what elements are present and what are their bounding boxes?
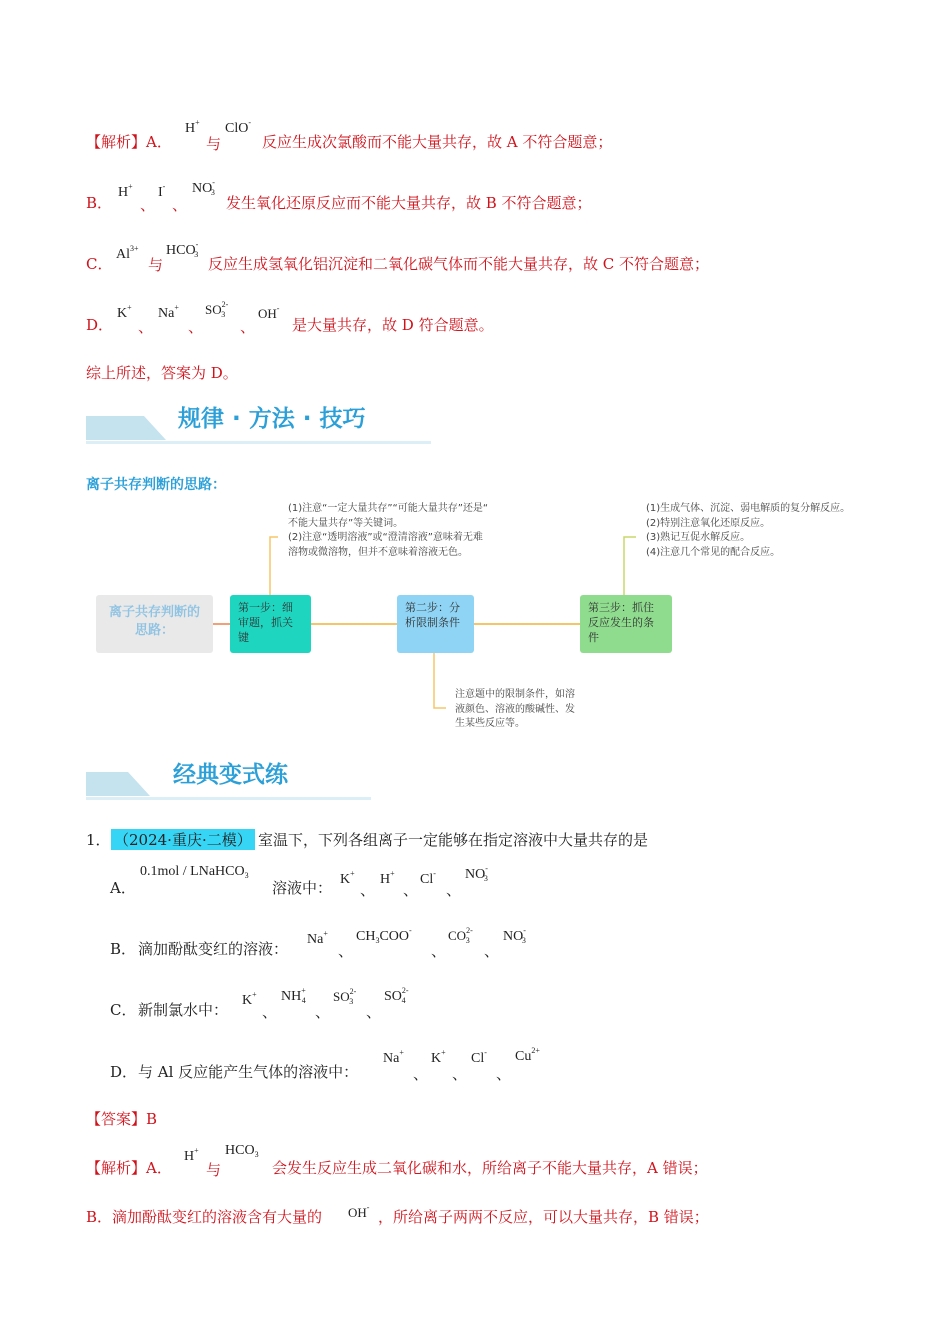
- note-step3: (1)生成气体、沉淀、弱电解质的复分解反应。 (2)特别注意氧化还原反应。 (3)熟记互促水解反应。 (4)注意几个常见的配合反应。: [646, 503, 851, 558]
- ion-na-plus: Na+: [383, 1048, 404, 1066]
- question-number: 1．: [86, 831, 111, 849]
- ion-nh4-plus: $NH^+_4$: [281, 986, 306, 1005]
- ion-na-plus: Na+: [158, 303, 179, 321]
- ion-ch3coo-minus: $CH_3COO^-$: [356, 926, 412, 945]
- ion-oh-minus: OH-: [258, 304, 280, 321]
- ion-hco3-minus: $HCO^-_3$: [166, 240, 199, 259]
- exp-c-prefix: C．: [86, 255, 113, 273]
- ans-exp-a-prefix: 【解析】A．: [86, 1159, 172, 1177]
- step2-node: 第二步：分析限制条件: [397, 595, 474, 653]
- ion-k-plus: K+: [340, 869, 355, 887]
- ans-exp-b-prefix: B．滴加酚酞变红的溶液含有大量的: [86, 1208, 323, 1226]
- ans-exp-b-text: ，所给离子两两不反应，可以大量共存，B 错误；: [378, 1208, 709, 1226]
- separator: 、: [172, 196, 188, 214]
- option-a-cond: 溶液中：: [272, 879, 333, 897]
- step1-node: 第一步：细审题，抓关键: [230, 595, 311, 653]
- exp-d-prefix: D．: [86, 316, 114, 334]
- concentration-text: 0.1mol / LNaHCO$_3$: [140, 864, 249, 880]
- separator: 、: [240, 318, 256, 336]
- ion-h-plus: H+: [185, 118, 200, 136]
- ion-cl-minus: Cl-: [471, 1048, 487, 1066]
- ion-no3-minus: $NO^-_3$: [503, 926, 526, 945]
- ion-so3-2minus: $SO^{2-}_3$: [333, 987, 357, 1006]
- exp-b-text: 发生氧化还原反应而不能大量共存，故 B 不符合题意；: [226, 194, 592, 212]
- ion-no3-minus: $NO^-_3$: [465, 864, 488, 883]
- root-node: 离子共存判断的思路：: [96, 595, 213, 653]
- note-step1: (1)注意“一定大量共存”“可能大量共存”还是“ 不能大量共存”等关键词。 (2)注意“透明溶液”或“澄清溶液”意味着无难 溶物或微溶物，但并不意味着溶液无色。: [288, 503, 489, 558]
- option-b-cond: 滴加酚酞变红的溶液：: [138, 940, 289, 958]
- separator: 、: [140, 196, 156, 214]
- note-step2: 注意题中的限制条件，如溶 液颜色、溶液的酸碱性、发 生某些反应等。: [455, 689, 575, 729]
- ion-oh-minus: OH-: [348, 1203, 370, 1220]
- diagram-heading: 离子共存判断的思路：: [86, 477, 226, 493]
- ion-no3-minus: $NO^-_3$: [192, 178, 215, 197]
- separator: 、: [138, 318, 154, 336]
- answer-label: 【答案】B: [86, 1110, 158, 1128]
- ion-so4-2minus: $SO^{2-}_4$: [384, 986, 409, 1005]
- ion-cu-2plus: $Cu^{2+}$: [515, 1046, 540, 1064]
- exp-d-text: 是大量共存，故 D 符合题意。: [292, 316, 494, 334]
- exp-a-text: 反应生成次氯酸而不能大量共存，故 A 不符合题意；: [262, 133, 613, 151]
- ion-k-plus: K+: [242, 990, 257, 1008]
- ion-co3-2minus: $CO^{2-}_3$: [448, 926, 473, 945]
- option-c-cond: 新制氯水中：: [138, 1001, 229, 1019]
- option-d-cond: 与 Al 反应能产生气体的溶液中：: [138, 1063, 359, 1081]
- summary-text: 综上所述，答案为 D。: [86, 364, 238, 382]
- exp-b-prefix: B．: [86, 194, 113, 212]
- ion-cl-minus: Cl-: [420, 869, 436, 887]
- ion-h-plus: H+: [380, 869, 395, 887]
- ion-na-plus: Na+: [307, 929, 328, 947]
- option-d-label: D．: [110, 1063, 138, 1081]
- option-a-label: A．: [110, 879, 136, 897]
- separator: 、: [188, 318, 204, 336]
- section-title: 经典变式练: [173, 762, 288, 788]
- ion-hco3: $HCO_3$: [225, 1143, 259, 1159]
- exp-c-text: 反应生成氢氧化铝沉淀和二氧化碳气体而不能大量共存，故 C 不符合题意；: [208, 255, 710, 273]
- exp-a-prefix: 【解析】A．: [86, 133, 172, 151]
- ion-al-3plus: $Al^{3+}$: [116, 244, 139, 262]
- section-title: 规律 · 方法 · 技巧: [178, 406, 366, 432]
- ion-h-plus: H+: [184, 1146, 199, 1164]
- ion-h-plus: H+: [118, 182, 133, 200]
- yu-text: 与: [206, 1161, 222, 1179]
- question-stem: 室温下，下列各组离子一定能够在指定溶液中大量共存的是: [258, 831, 649, 849]
- ion-k-plus: K+: [117, 303, 132, 321]
- yu-text: 与: [206, 135, 222, 153]
- step3-node: 第三步：抓住反应发生的条件: [580, 595, 672, 653]
- ion-clo-minus: ClO-: [225, 118, 252, 136]
- yu-text: 与: [148, 256, 164, 274]
- ion-so3-2minus: $SO^{2-}_3$: [205, 300, 229, 319]
- ion-i-minus: I-: [158, 182, 166, 200]
- option-c-label: C．: [110, 1001, 137, 1019]
- ion-k-plus: K+: [431, 1048, 446, 1066]
- source-tag: （2024·重庆·二模）: [111, 829, 255, 850]
- option-b-label: B．: [110, 940, 137, 958]
- ans-exp-a-text: 会发生反应生成二氧化碳和水，所给离子不能大量共存，A 错误；: [272, 1159, 708, 1177]
